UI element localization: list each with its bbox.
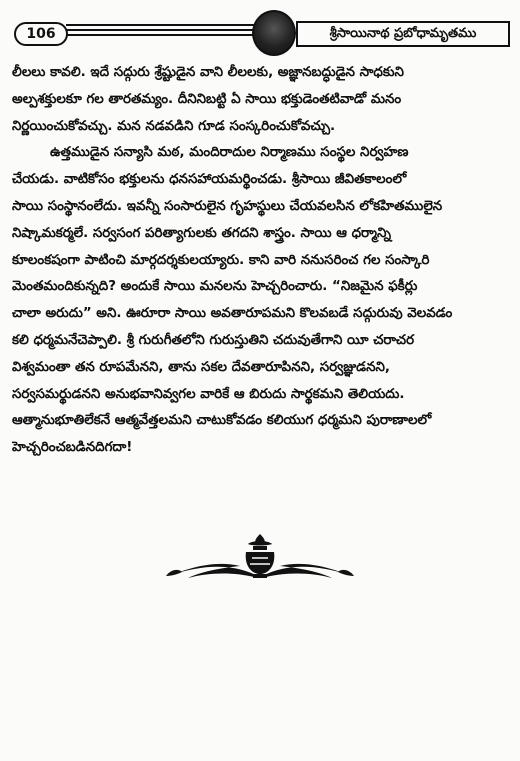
text-line: అల్పశక్తులకూ గల తారతమ్యం. దీనినిబట్టి ఏ సాయి భక్తుడెంతటివాడో మనం [12, 91, 402, 107]
text-line: సర్వసమర్థుడనని అనుభవానివ్వగల వారికే ఆ బిరుదు సార్థకమని తెలియదు. [12, 386, 405, 402]
kalasha-ornament-icon [160, 532, 360, 592]
text-line: చాలా అరుదు” అని. ఊరూరా సాయి అవతారూపమని కొలవబడే సద్గురువు వెలవడం [12, 306, 453, 322]
text-line: సాయి సంస్థానంలేదు. ఇవన్నీ సంసారులైన గృహస్థులు చేయవలసిన లోకహితములైన [12, 198, 443, 214]
page-header [14, 10, 508, 52]
text-line: నిర్ణయించుకోవచ్చు. మన నడవడిని గూడ సంస్కరించుకోవచ్చు. [12, 118, 336, 134]
body-text [12, 60, 508, 462]
text-line: ఆత్మానుభూతిలేకనే ఆత్మవేత్తలమని చాటుకోవడం కలియుగ ధర్మమని పురాణాలలో [12, 413, 432, 429]
text-line: కలి ధర్మమనేచెప్పాలి. శ్రీ గురుగీతలోని గురుస్తుతిని చదువుతేగాని యీ చరాచర [12, 332, 415, 348]
portrait-icon [252, 10, 296, 56]
text-line: లీలలు కావలి. ఇదే సద్గురు శ్రేష్టుడైన వాని లీలలకు, అజ్ఞానబద్ధుడైన సాధకుని [12, 65, 404, 80]
text-line: నిష్కామకర్మలే. సర్వసంగ పరిత్యాగులకు తగదని శాస్త్రం. సాయి ఆ ధర్మాన్ని [12, 225, 391, 241]
text-line: హెచ్చరించబడినదిగదా! [12, 440, 133, 456]
paragraph-start-line: ఉత్తముడైన సన్యాసి మఠ, మందిరాదుల నిర్మాణము సంస్థల నిర్వహణ [50, 145, 409, 161]
text-line: మెంతమందికున్నది? అందుకే సాయి మనలను హెచ్చరించారు. “నిజమైన ఫకీర్లు [12, 279, 418, 295]
text-line: విశ్వమంతా తన రూపమేనని, తాను సకల దేవతారూపినని, సర్వజ్ఞుడనని, [12, 359, 390, 375]
book-title: శ్రీసాయినాథ ప్రబోధామృతము [296, 21, 510, 47]
text-line: చేయడు. వాటికోసం భక్తులను ధనసహాయమర్థించడు. శ్రీసాయి జీవితకాలంలో [12, 172, 407, 188]
header-rules [66, 24, 266, 39]
text-line: కూలంకషంగా పాటించి మార్గదర్శకులయ్యారు. కాని వారి ననుసరించ గల సంస్కారి [12, 252, 430, 268]
page-number: 106 [14, 22, 68, 46]
